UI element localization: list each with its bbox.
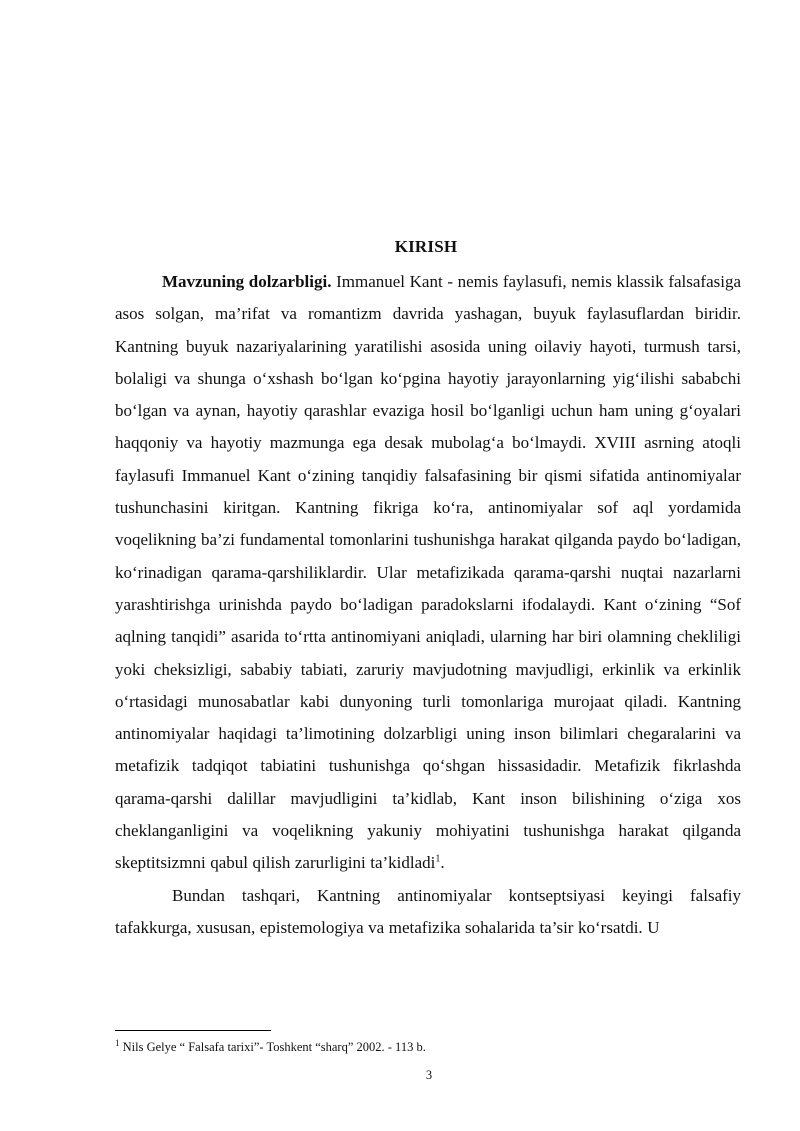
body-text [115,266,741,944]
paragraph-1 [115,266,741,880]
footnote [115,1037,741,1054]
footnote-mark: 1 [115,1037,120,1048]
paragraph-1-text: Immanuel Kant - nemis faylasufi, nemis klassik falsafasiga asos solgan, ma’rifat va romantizm davrida yashagan, buyuk faylasuflardan biridir. Kantning buyuk nazariyalarining yaratilishi asosida uning oilaviy hayoti, turmush tarsi, bolaligi va shunga oʻxshash boʻlgan koʻpgina hayotiy jarayonlarning yigʻilishi sababchi boʻlgan va aynan, hayotiy qarashlar evaziga hosil boʻlganligi uchun ham uning gʻoyalari haqqoniy va hayotiy mazmunga ega desak mubolagʻa boʻlmaydi. XVIII asrning atoqli faylasufi Immanuel Kant oʻzining tanqidiy falsafasining bir qismi sifatida antinomiyalar tushunchasini kiritgan. Kantning fikriga koʻra, antinomiyalar sof aql yordamida voqelikning ba’zi fundamental tomonlarini tushunishga harakat qilganda paydo boʻladigan, koʻrinadigan qarama-qarshiliklardir. Ular metafizikada qarama-qarshi nuqtai nazarlarni yarashtirishga urinishda paydo boʻladigan paradokslarni ifodalaydi. Kant oʻzining “Sof aqlning tanqidi” asarida toʻrtta antinomiyani aniqladi, ularning har biri olamning chekliligi yoki cheksizligi, sababiy tabiati, zaruriy mavjudotning mavjudligi, erkinlik va erkinlik oʻrtasidagi munosabatlar kabi dunyoning turli tomonlariga murojaat qiladi. Kantning antinomiyalar haqidagi ta’limotining dolzarbligi uning inson bilimlari chegaralarini va metafizik tadqiqot tabiatini tushunishga qoʻshgan hissasidadir. Metafizik fikrlashda qarama-qarshi dalillar mavjudligini ta’kidlab, Kant inson bilishining oʻziga xos cheklanganligini va voqelikning yakuniy mohiyatini tushunishga harakat qilganda skeptitsizmni qabul qilish zarurligini ta’kidladi [115,272,742,873]
footnote-text: Nils Gelye “ Falsafa tarixi”- Toshkent “sharq” 2002. - 113 b. [119,1040,426,1054]
section-heading: KIRISH [394,237,458,256]
page-number: 3 [425,1068,433,1082]
paragraph-2: Bundan tashqari, Kantning antinomiyalar kontseptsiyasi keyingi falsafiy tafakkurga, xususan, epistemologiya va metafizika sohalarida ta’sir koʻrsatdi. U [115,885,741,937]
paragraph-1-tail: . [440,853,445,873]
footnote-separator [115,1030,271,1031]
footnote-reference[interactable]: 1 [435,853,441,865]
paragraph-lead: Mavzuning dolzarbligi. [162,272,332,291]
